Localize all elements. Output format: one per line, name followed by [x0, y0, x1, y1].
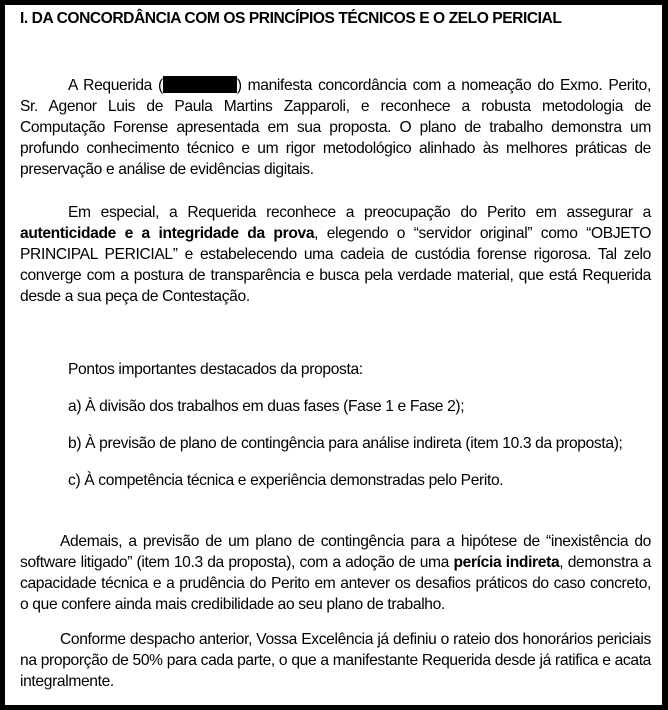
p2-bold-text: autenticidade e a integridade da prova [20, 225, 315, 242]
p1-text-end: ) manifesta concordância com a nomeação do Exmo. Perito, Sr. Agenor Luis de Paula Martins Zapparoli, e reconhece a robusta metodologia de Computação Forense apresentada em sua proposta. O plano de trabalho demonstra um profundo conhecimento técnico e um rigor metodológico alinhado às melhores práticas de preservação e análise de evidências digitais. [20, 77, 651, 178]
p3-bold-text: perícia indireta [453, 554, 560, 571]
p2-text-end: , elegendo o “servidor original” como “OBJETO PRINCIPAL PERICIAL” e estabelecendo uma cadeia de custódia forense rigorosa. Tal zelo converge com a postura de transparência e busca pela verdade material, que está Requerida desde a sua peça de Contestação. [20, 225, 651, 305]
list-item: a) À divisão dos trabalhos em duas fases (Fase 1 e Fase 2); [68, 398, 465, 415]
paragraph-4: Conforme despacho anterior, Vossa Excelência já definiu o rateio dos honorários periciais na proporção de 50% para cada parte, o que a manifestante Requerida desde já ratifica e acata integralmente. [20, 631, 651, 690]
paragraph-2 [20, 202, 651, 307]
p1-text-start: A Requerida ( [68, 77, 163, 94]
paragraph-1 [20, 75, 651, 180]
p3-text-end: , demonstra a capacidade técnica e a prudência do Perito em antever os desafios práticos do caso concreto, o que confere ainda mais credibilidade ao seu plano de trabalho. [20, 554, 652, 613]
p2-text-start: Em especial, a Requerida reconhece a preocupação do Perito em assegurar a [68, 204, 651, 221]
section-heading: I. DA CONCORDÂNCIA COM OS PRINCÍPIOS TÉCNICOS E O ZELO PERICIAL [20, 10, 562, 27]
list-item: c) À competência técnica e experiência demonstradas pelo Perito. [68, 472, 504, 489]
list-item: b) À previsão de plano de contingência para análise indireta (item 10.3 da proposta); [68, 435, 623, 452]
list-intro: Pontos importantes destacados da proposta: [68, 361, 363, 378]
redacted-name [163, 76, 237, 93]
p3-text-start: Ademais, a previsão de um plano de contingência para a hipótese de “inexistência do software litigado” (item 10.3 da proposta), com a adoção de uma [20, 533, 651, 571]
paragraph-3 [20, 531, 651, 615]
